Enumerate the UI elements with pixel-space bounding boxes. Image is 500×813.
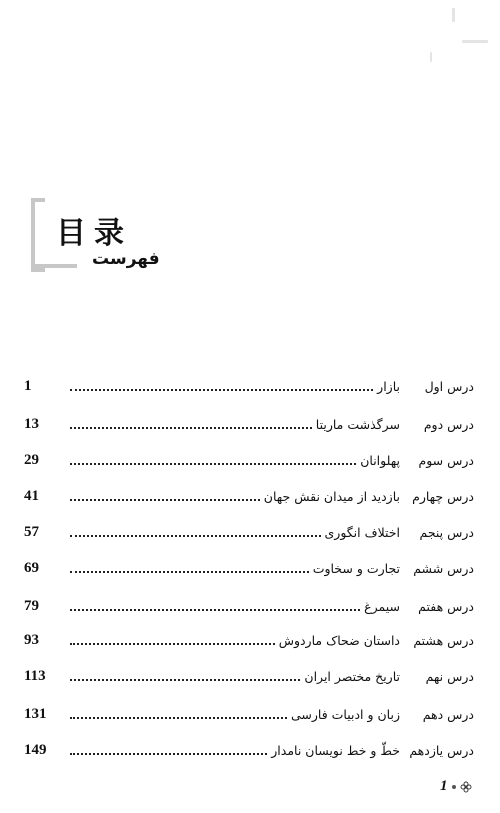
- scan-artifact: [430, 52, 432, 62]
- dot-leader: [70, 389, 373, 391]
- toc-lesson-number: درس هشتم: [413, 632, 474, 648]
- toc-lesson-title: سیمرغ: [364, 598, 400, 614]
- toc-page-number: 41: [24, 487, 39, 504]
- title-frame-bottom: [31, 264, 77, 268]
- toc-page-number: 29: [24, 451, 39, 468]
- toc-entry[interactable]: [24, 628, 474, 652]
- toc-page-number: 113: [24, 667, 46, 684]
- toc-page-number: 1: [24, 377, 32, 394]
- dot-leader: [70, 753, 267, 755]
- toc-lesson-title: بازار: [377, 378, 400, 394]
- toc-page-number: 69: [24, 559, 39, 576]
- toc-lesson-title: اختلاف انگوری: [324, 524, 400, 540]
- toc-entry[interactable]: [24, 594, 474, 618]
- dot-leader: [70, 427, 312, 429]
- toc-lesson-title: خطّ و خط نویسان نامدار: [271, 742, 400, 758]
- dot-leader: [70, 571, 309, 573]
- toc-lesson-title: تجارت و سخاوت: [312, 560, 400, 576]
- toc-entry[interactable]: [24, 448, 474, 472]
- toc-lesson-number: درس پنجم: [419, 524, 474, 540]
- dot-leader: [70, 463, 356, 465]
- toc-lesson-title: پهلوانان: [360, 452, 400, 468]
- dot-leader: [70, 499, 260, 501]
- page-title-persian: فهرست: [92, 249, 160, 269]
- dot-leader: [70, 643, 275, 645]
- toc-lesson-number: درس یازدهم: [409, 742, 474, 758]
- toc-lesson-number: درس چهارم: [412, 488, 474, 504]
- toc-page-number: 57: [24, 523, 39, 540]
- toc-lesson-number: درس ششم: [413, 560, 474, 576]
- flower-ornament-icon: [460, 781, 472, 793]
- dot-leader: [70, 717, 287, 719]
- toc-entry[interactable]: [24, 738, 474, 762]
- page-title-chinese: 目录: [56, 216, 132, 251]
- toc-entry[interactable]: [24, 520, 474, 544]
- toc-lesson-number: درس سوم: [418, 452, 474, 468]
- dot-leader: [70, 679, 300, 681]
- page-footer: [440, 778, 472, 795]
- toc-entry[interactable]: [24, 556, 474, 580]
- toc-lesson-number: درس نهم: [425, 668, 474, 684]
- toc-lesson-title: داستان ضحاک ماردوش: [278, 632, 400, 648]
- toc-lesson-title: تاریخ مختصر ایران: [304, 668, 400, 684]
- toc-page-number: 131: [24, 705, 47, 722]
- toc-entry[interactable]: [24, 412, 474, 436]
- toc-page-number: 13: [24, 415, 39, 432]
- toc-entry[interactable]: [24, 374, 474, 398]
- toc-lesson-title: بازدید از میدان نقش جهان: [263, 488, 400, 504]
- toc-page-number: 149: [24, 741, 47, 758]
- toc-page-number: 79: [24, 597, 39, 614]
- scan-artifact: [462, 40, 488, 43]
- toc-lesson-number: درس دوم: [423, 416, 474, 432]
- toc-lesson-number: درس هفتم: [418, 598, 474, 614]
- toc-page-number: 93: [24, 631, 39, 648]
- dot-leader: [70, 535, 321, 537]
- toc-lesson-number: درس دهم: [422, 706, 474, 722]
- page-number: 1: [440, 778, 448, 794]
- footer-dot: [452, 785, 456, 789]
- toc-lesson-title: زبان و ادبیات فارسی: [290, 706, 400, 722]
- scan-artifact: [452, 8, 455, 22]
- toc-entry[interactable]: [24, 702, 474, 726]
- toc-entry[interactable]: [24, 484, 474, 508]
- dot-leader: [70, 609, 360, 611]
- title-frame: [31, 198, 45, 272]
- toc-lesson-title: سرگذشت ماریتا: [315, 416, 400, 432]
- toc-lesson-number: درس اول: [424, 378, 474, 394]
- toc-entry[interactable]: [24, 664, 474, 688]
